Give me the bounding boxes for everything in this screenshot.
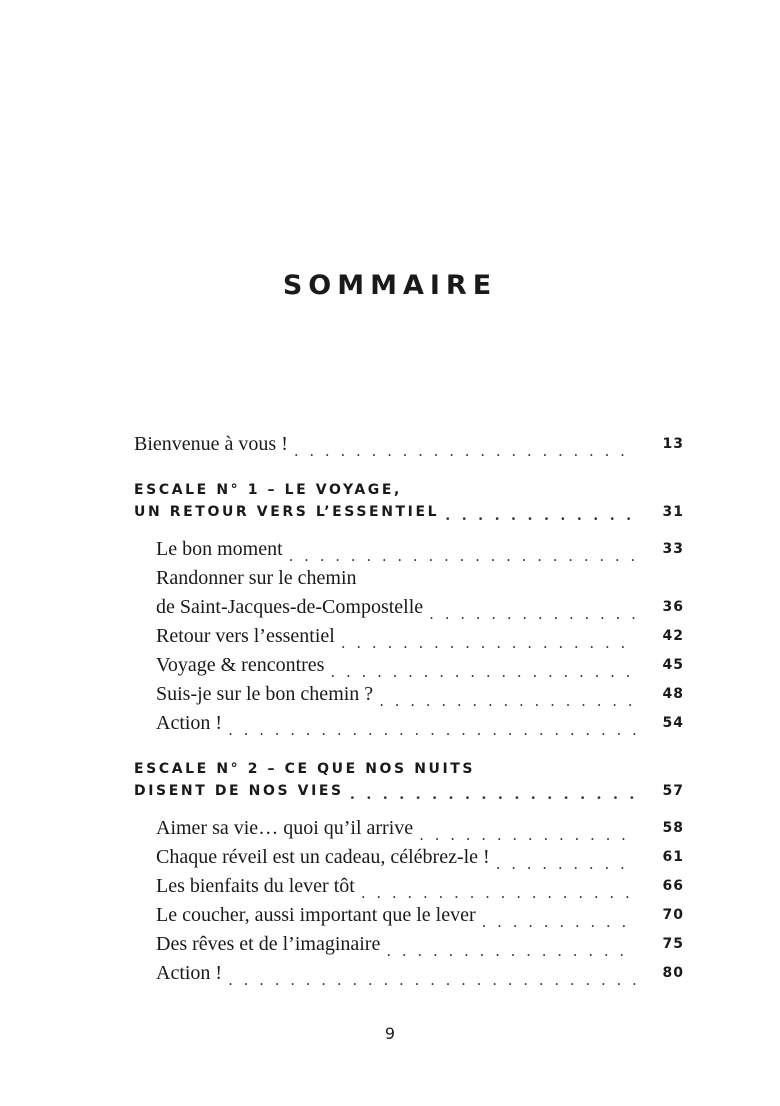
leader-dots [361, 886, 636, 901]
leader-dots [294, 444, 636, 459]
table-of-contents [134, 430, 684, 988]
toc-page-number: 80 [662, 965, 684, 981]
toc-entry-label: Le coucher, aussi important que le lever [156, 904, 476, 926]
toc-page-number: 57 [662, 783, 684, 799]
leader-dots [386, 944, 636, 959]
toc-entry-label: Action ! [156, 712, 223, 734]
toc-entry-label-line-1: Randonner sur le chemin [156, 567, 357, 589]
toc-page-number: 45 [662, 657, 684, 673]
toc-page-number: 66 [662, 878, 684, 894]
toc-page-number: 33 [662, 541, 684, 557]
leader-dots [350, 787, 636, 802]
section-title-line-2: DISENT DE NOS VIES [134, 783, 344, 799]
toc-section-escale-1[interactable] [134, 479, 684, 523]
toc-entry[interactable] [134, 709, 684, 738]
toc-entry[interactable] [134, 901, 684, 930]
leader-dots [228, 723, 636, 738]
toc-entry-label: Suis-je sur le bon chemin ? [156, 683, 374, 705]
toc-entry-label: Bienvenue à vous ! [134, 433, 288, 455]
section-title-line-1: ESCALE N° 1 – LE VOYAGE, [134, 482, 402, 498]
leader-dots [482, 915, 636, 930]
toc-entry[interactable] [134, 651, 684, 680]
toc-entry[interactable] [134, 535, 684, 564]
toc-page-number: 36 [662, 599, 684, 615]
toc-page-number: 13 [662, 436, 684, 452]
leader-dots [419, 828, 636, 843]
toc-entry-label: Le bon moment [156, 538, 283, 560]
toc-entry[interactable] [134, 872, 684, 901]
toc-page-number: 42 [662, 628, 684, 644]
toc-page-number: 61 [662, 849, 684, 865]
toc-section-escale-2[interactable] [134, 758, 684, 802]
toc-page-number: 48 [662, 686, 684, 702]
toc-entry-label: Action ! [156, 962, 223, 984]
toc-entry-label: Voyage & rencontres [156, 654, 325, 676]
leader-dots [379, 694, 636, 709]
toc-entry[interactable] [134, 814, 684, 843]
toc-entry-label: Des rêves et de l’imaginaire [156, 933, 381, 955]
toc-entry[interactable] [134, 930, 684, 959]
toc-page-number: 75 [662, 936, 684, 952]
page-title: SOMMAIRE [282, 270, 498, 301]
section-title-line-1: ESCALE N° 2 – CE QUE NOS NUITS [134, 761, 476, 777]
page-number: 9 [384, 1024, 396, 1043]
leader-dots [330, 665, 636, 680]
section-title-line-2: UN RETOUR VERS L’ESSENTIEL [134, 504, 440, 520]
toc-entry-intro[interactable] [134, 430, 684, 459]
toc-page-number: 70 [662, 907, 684, 923]
toc-entry-label: Les bienfaits du lever tôt [156, 875, 355, 897]
toc-entry-label: de Saint-Jacques-de-Compostelle [156, 596, 424, 618]
leader-dots [289, 549, 636, 564]
toc-entry-label: Aimer sa vie… quoi qu’il arrive [156, 817, 414, 839]
toc-entry[interactable] [134, 680, 684, 709]
toc-entry-label: Retour vers l’essentiel [156, 625, 335, 647]
toc-entry[interactable] [134, 843, 684, 872]
leader-dots [341, 636, 636, 651]
toc-entry[interactable] [134, 564, 684, 622]
leader-dots [445, 508, 636, 523]
leader-dots [496, 857, 636, 872]
toc-entry[interactable] [134, 622, 684, 651]
toc-entry-label: Chaque réveil est un cadeau, célébrez-le ! [156, 846, 490, 868]
leader-dots [228, 973, 636, 988]
leader-dots [429, 607, 636, 622]
toc-page-number: 31 [662, 504, 684, 520]
toc-page-number: 54 [662, 715, 684, 731]
toc-entry[interactable] [134, 959, 684, 988]
toc-page-number: 58 [662, 820, 684, 836]
